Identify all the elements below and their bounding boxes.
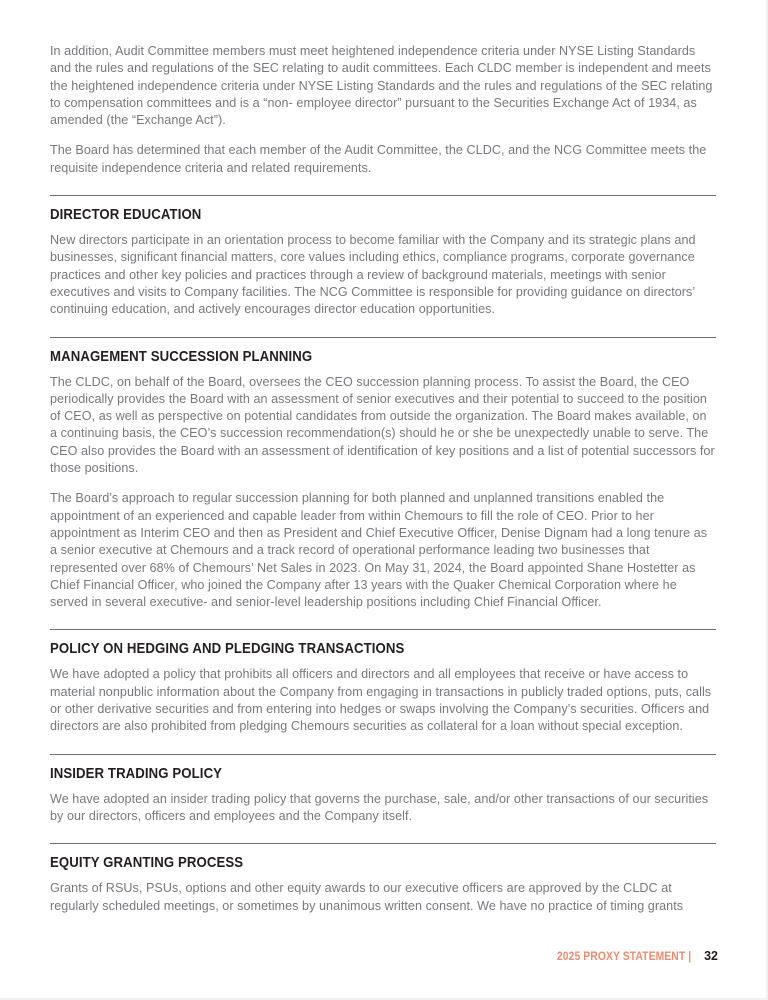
section-director-education bbox=[50, 195, 716, 318]
section-equity-granting-process bbox=[50, 843, 716, 915]
footer-page-number: 32 bbox=[704, 949, 718, 963]
page-footer bbox=[542, 949, 718, 963]
section-hedging-pledging-policy bbox=[50, 629, 716, 735]
section-title: MANAGEMENT SUCCESSION PLANNING bbox=[50, 347, 313, 365]
paragraph: We have adopted a policy that prohibits all officers and directors and all employees that receive or have access to material nonpublic information about the Company from engaging in transactions in publicly traded options, puts, calls or other derivative securities and from entering into hedges or swaps involving the Company’s securities. Officers and directors are also prohibited from pledging Chemours securities as collateral for a loan without special exception. bbox=[50, 667, 712, 734]
paragraph-board-determination: The Board has determined that each member of the Audit Committee, the CLDC, and the NCG Committee meets the requisite independence criteria and related requirements. bbox=[50, 143, 707, 175]
section-insider-trading-policy bbox=[50, 754, 716, 826]
section-title: INSIDER TRADING POLICY bbox=[50, 764, 223, 782]
section-management-succession-planning bbox=[50, 337, 716, 612]
paragraph: New directors participate in an orientation process to become familiar with the Company and its strategic plans and businesses, significant financial matters, core values including ethics, compliance programs, corporate governance practices and other key policies and practices through a review of background materials, meetings with senior executives and visits to Company facilities. The NCG Committee is responsible for providing guidance on directors’ continuing education, and actively encourages director education opportunities. bbox=[50, 233, 696, 317]
section-title: EQUITY GRANTING PROCESS bbox=[50, 854, 244, 872]
paragraph: We have adopted an insider trading policy that governs the purchase, sale, and/or other transactions of our securities by our directors, officers and employees and the Company itself. bbox=[50, 791, 709, 823]
paragraph: The Board’s approach to regular succession planning for both planned and unplanned transitions enabled the appointment of an experienced and capable leader from within Chemours to fill the role of CEO. Prior to her appointment as Interim CEO and then as President and Chief Executive Officer, Denise Dignam had a long tenure as a senior executive at Chemours and a track record of operational performance leading two businesses that represented over 68% of Chemours’ Net Sales in 2023. On May 31, 2024, the Board appointed Shane Hostetter as Chief Financial Officer, who joined the Company after 13 years with the Quaker Chemical Corporation where he served in several executive- and senior-level leadership positions including Chief Financial Officer. bbox=[50, 491, 708, 610]
intro-block bbox=[50, 43, 716, 177]
section-title: DIRECTOR EDUCATION bbox=[50, 206, 202, 224]
paragraph-independence-criteria: In addition, Audit Committee members must meet heightened independence criteria under NYSE Listing Standards and the rules and regulations of the SEC relating to audit committees. Each CLDC member is independent and meets the heightened independence criteria under NYSE Listing Standards and the rules and regulations of the SEC relating to compensation committees and is a “non- employee director” pursuant to the Securities Exchange Act of 1934, as amended (the “Exchange Act”). bbox=[50, 44, 713, 128]
section-title: POLICY ON HEDGING AND PLEDGING TRANSACTIONS bbox=[50, 640, 405, 658]
paragraph: The CLDC, on behalf of the Board, oversees the CEO succession planning process. To assist the Board, the CEO periodically provides the Board with an assessment of senior executives and their potential to succeed to the position of CEO, as well as perspective on potential candidates from outside the organization. The Board makes available, on a continuing basis, the CEO’s succession recommendation(s) should he or she be unexpectedly unable to serve. The CEO also provides the Board with an assessment of identification of key positions and a list of potential successors for those positions. bbox=[50, 374, 715, 476]
paragraph: Grants of RSUs, PSUs, options and other equity awards to our executive officers are approved by the CLDC at regularly scheduled meetings, or sometimes by unanimous written consent. We have no practice of timing grants bbox=[50, 881, 684, 913]
footer-document-label: 2025 PROXY STATEMENT | bbox=[556, 951, 692, 963]
